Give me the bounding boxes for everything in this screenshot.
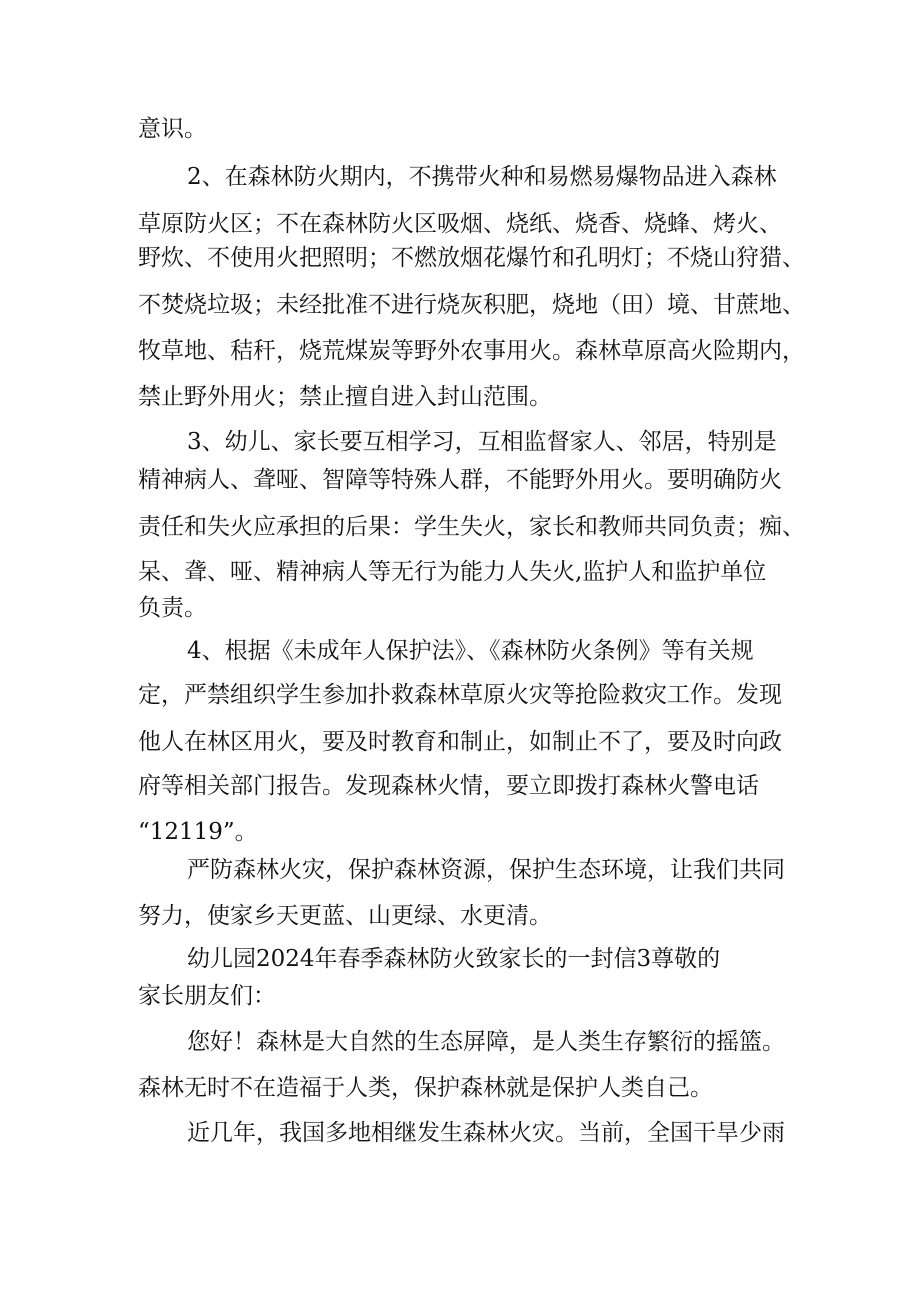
- text-line: 精神病人、聋哑、智障等特殊人群，不能野外用火。要明确防火: [138, 467, 782, 493]
- paragraph-4-start: 4、根据《未成年人保护法》、《森林防火条例》等有关规: [187, 638, 754, 664]
- text-line: 禁止野外用火；禁止擅自进入封山范围。: [138, 384, 552, 410]
- text-line: 野炊、不使用火把照明；不燃放烟花爆竹和孔明灯；不烧山狩猎、: [138, 245, 805, 271]
- text-line: 府等相关部门报告。发现森林火情，要立即拨打森林火警电话: [138, 773, 759, 799]
- text-line: 牧草地、秸秆，烧荒煤炭等野外农事用火。森林草原高火险期内，: [138, 338, 805, 364]
- paragraph-3-start: 3、幼儿、家长要互相学习，互相监督家人、邻居，特别是: [187, 429, 777, 455]
- greeting-paragraph-start: 您好！森林是大自然的生态屏障，是人类生存繁衍的摇篮。: [187, 1029, 785, 1055]
- text-line: 负责。: [138, 595, 207, 621]
- text-line: 森林无时不在造福于人类，保护森林就是保护人类自己。: [138, 1075, 713, 1101]
- text-line: 呆、聋、哑、精神病人等无行为能力人失火,监护人和监护单位: [138, 559, 767, 585]
- closing-paragraph-start: 严防森林火灾，保护森林资源，保护生态环境，让我们共同: [187, 857, 785, 883]
- text-line: 定，严禁组织学生参加扑救森林草原火灾等抢险救灾工作。发现: [138, 682, 782, 708]
- letter-3-title: 幼儿园2024年春季森林防火致家长的一封信3尊敬的: [187, 946, 721, 972]
- text-line: 他人在林区用火，要及时教育和制止，如制止不了，要及时向政: [138, 729, 782, 755]
- text-line: 意识。: [138, 116, 207, 142]
- text-line: 不焚烧垃圾；未经批准不进行烧灰积肥，烧地（田）境、甘蔗地、: [138, 292, 805, 318]
- text-line: 努力，使家乡天更蓝、山更绿、水更清。: [138, 903, 552, 929]
- fire-hotline-number: “12119”。: [138, 819, 258, 845]
- text-line: 责任和失火应承担的后果：学生失火，家长和教师共同负责；痴、: [138, 514, 805, 540]
- paragraph-start: 近几年，我国多地相继发生森林火灾。当前，全国干旱少雨: [187, 1120, 785, 1146]
- salutation: 家长朋友们：: [138, 983, 276, 1009]
- paragraph-2-start: 2、在森林防火期内，不携带火种和易燃易爆物品进入森林: [187, 164, 777, 190]
- text-line: 草原防火区；不在森林防火区吸烟、烧纸、烧香、烧蜂、烤火、: [138, 211, 782, 237]
